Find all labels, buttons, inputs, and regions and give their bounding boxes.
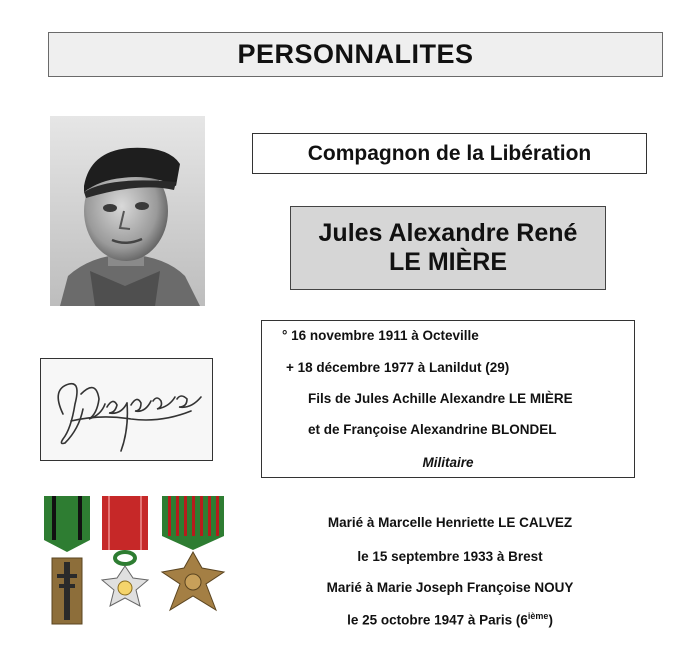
- biography-box: [261, 320, 635, 478]
- croix-de-guerre-medal-icon: [162, 496, 224, 610]
- mother-line: et de Françoise Alexandrine BLONDEL: [308, 422, 557, 437]
- arrondissement-suffix: ième: [527, 611, 549, 621]
- medals-drawing: [38, 492, 234, 632]
- surname: LE MIÈRE: [388, 248, 508, 276]
- subtitle: Compagnon de la Libération: [307, 141, 592, 165]
- second-marriage-date-suffix: ): [548, 612, 553, 628]
- signature-image: [40, 358, 213, 461]
- profession-line: Militaire: [422, 455, 474, 470]
- page-title-box: [48, 32, 663, 77]
- birth-line: ° 16 novembre 1911 à Octeville: [282, 328, 479, 343]
- death-line: + 18 décembre 1977 à Lanildut (29): [286, 360, 510, 375]
- page-title: PERSONNALITES: [237, 39, 474, 69]
- ordre-liberation-medal-icon: [44, 496, 90, 624]
- second-marriage-spouse: Marié à Marie Joseph Françoise NOUY: [326, 580, 574, 595]
- second-marriage-date-prefix: le 25 octobre 1947 à Paris (6: [347, 612, 528, 628]
- second-marriage-date: [270, 611, 630, 628]
- father-line: Fils de Jules Achille Alexandre LE MIÈRE: [308, 391, 573, 406]
- portrait-illustration: [50, 116, 205, 306]
- given-names: Jules Alexandre René: [318, 218, 578, 247]
- subtitle-box: [252, 133, 647, 174]
- first-marriage-date: le 15 septembre 1933 à Brest: [357, 549, 543, 564]
- first-marriage-spouse: Marié à Marcelle Henriette LE CALVEZ: [327, 515, 573, 530]
- name-box: [290, 206, 606, 290]
- legion-honneur-medal-icon: [102, 496, 148, 606]
- signature-drawing: [41, 359, 212, 460]
- portrait-photo: [50, 116, 205, 306]
- medals-group: [38, 492, 234, 632]
